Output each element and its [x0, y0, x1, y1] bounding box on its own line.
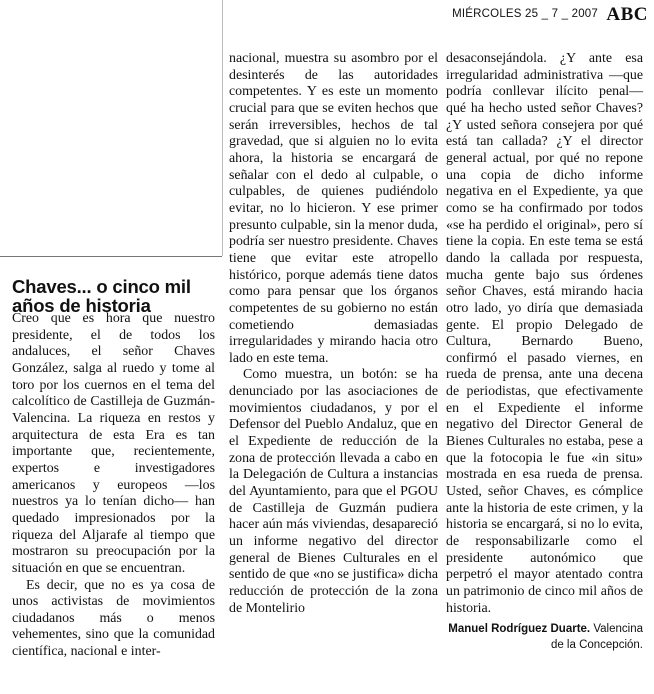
section-rule: [0, 256, 222, 257]
paragraph: Como muestra, un botón: se ha denunciado por las asociaciones de movimientos ciudadanos, y por el Defensor del Pueblo Andaluz, que en el Expediente de reducción de la zona de protección llevada a cabo en la Delegación de Cultura a instancias del Ayuntamiento, para que el PGOU de Castilleja de Guzmán pudiera hacer aún más viviendas, desapareció un informe negativo del director general de Bienes Culturales en el sentido de que «no se justifica» dicha reducción de protección de la zona de Montelirio: [229, 367, 438, 616]
article-headline: Chaves... o cinco mil años de historia: [12, 276, 191, 316]
article-column-middle: [229, 51, 438, 617]
paragraph: Creo que es hora que nuestro presidente, el de todos los andaluces, el señor Chaves González, salga al ruedo y tome al toro por los cuernos en el tema del calcolítico de Castilleja de Guzmán-Valencina. La riqueza en restos y arquitectura de esta Era es tan importante que, recientemente, expertos e investigadores americanos y europeos —los nuestros ya lo tenían dicho— han quedado impresionados por la riqueza del Aljarafe al tiempo que mostraron su preocupación por la situación en que se encuentran.: [12, 311, 215, 576]
author-name: Manuel Rodríguez Duarte.: [448, 623, 591, 636]
article-column-left: [12, 311, 215, 661]
paragraph: desaconsejándola. ¿Y ante esa irregularidad administrativa —que podría conllevar ilícito penal— qué ha hecho usted señor Chaves? ¿Y usted señora consejera por qué está tan callada? ¿Y el director general actual, por qué no repone una copia de dicho informe negativa en el Expediente, ya que como se ha confirmado por todos «se ha perdido el original», pero sí tiene la copia. En este tema se está dando la callada por respuesta, mucha gente bajo sus órdenes señor Chaves, está mirando hacia otro lado, yo diría que demasiada gente. El propio Delegado de Cultura, Bernardo Bueno, confirmó el pasado viernes, en rueda de prensa, ante una decena de periodistas, que efectivamente en el Expediente el informe negativo del Director General de Bienes Culturales no estaba, pese a que la fotocopia le fue «in situ» mostrada en esa rueda de prensa. Usted, señor Chaves, es cómplice ante la historia de este crimen, y la historia se encargará, si no lo evita, de responsabilizarle como el presidente autonómico que perpetró el mayor atentado contra un patrimonio de cinco mil años de historia.: [446, 51, 643, 616]
paragraph: nacional, muestra su asombro por el desinterés de las autoridades competentes. Y es este un momento crucial para que se eviten hechos que serán irreversibles, hechos de tal gravedad, que si alguien no lo evita ahora, la historia se encargará de señalar con el dedo al culpable, o culpables, de quienes pudiéndolo evitar, no lo hicieron. Y ese primer presunto culpable, sin la menor duda, podría ser nuestro presidente. Chaves tiene que evitar este atropello histórico, porque además tiene datos como para pensar que los órganos competentes de su gobierno no están cometiendo demasiadas irregularidades y mirando hacia otro lado en este tema.: [229, 51, 438, 366]
author-place: Valencina: [593, 623, 643, 636]
paragraph: Es decir, que no es ya cosa de unos activistas de movimientos ciudadanos más o menos vehementes, sino que la comunidad científica, nacional e inter-: [12, 577, 215, 660]
signature: [446, 621, 643, 653]
column-divider: [222, 0, 223, 256]
masthead: [223, 0, 654, 30]
author-place-cont: de la Concepción.: [550, 639, 643, 652]
publication-date: MIÉRCOLES 25 _ 7 _ 2007: [452, 8, 598, 20]
newspaper-logo: ABC: [606, 4, 648, 25]
article-column-right: [446, 51, 643, 653]
